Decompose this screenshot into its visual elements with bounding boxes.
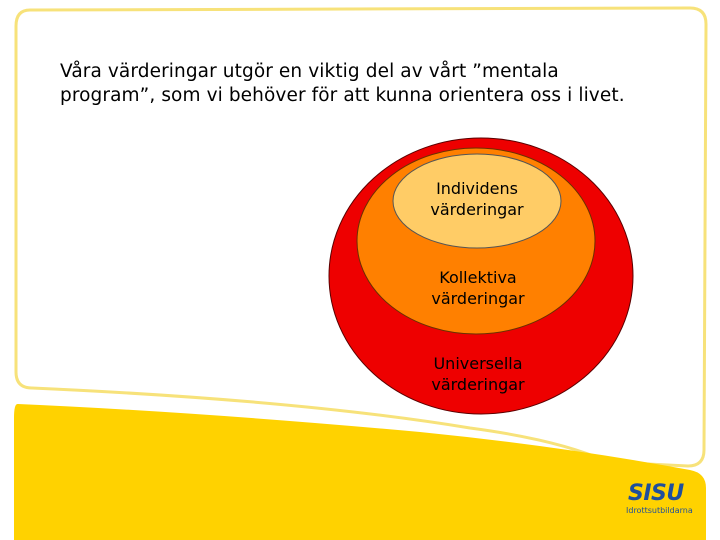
intro-line-1: Våra värderingar utgör en viktig del av vårt ”mentala: [60, 61, 559, 82]
inner-label-line-2: värderingar: [430, 200, 524, 219]
outer-label-line-1: Universella: [433, 354, 523, 373]
inner-label-line-1: Individens: [436, 179, 518, 198]
middle-circle-label: [378, 267, 578, 309]
outer-circle-label: [378, 353, 578, 395]
intro-line-2: program”, som vi behöver för att kunna orientera oss i livet.: [60, 85, 625, 106]
sisu-logo: [626, 482, 706, 518]
inner-circle-label: [377, 178, 577, 220]
middle-label-line-2: värderingar: [431, 289, 525, 308]
outer-label-line-2: värderingar: [431, 375, 525, 394]
logo-subtitle: Idrottsutbildarna: [626, 506, 693, 515]
middle-label-line-1: Kollektiva: [439, 268, 517, 287]
logo-wordmark: SISU: [628, 481, 684, 506]
